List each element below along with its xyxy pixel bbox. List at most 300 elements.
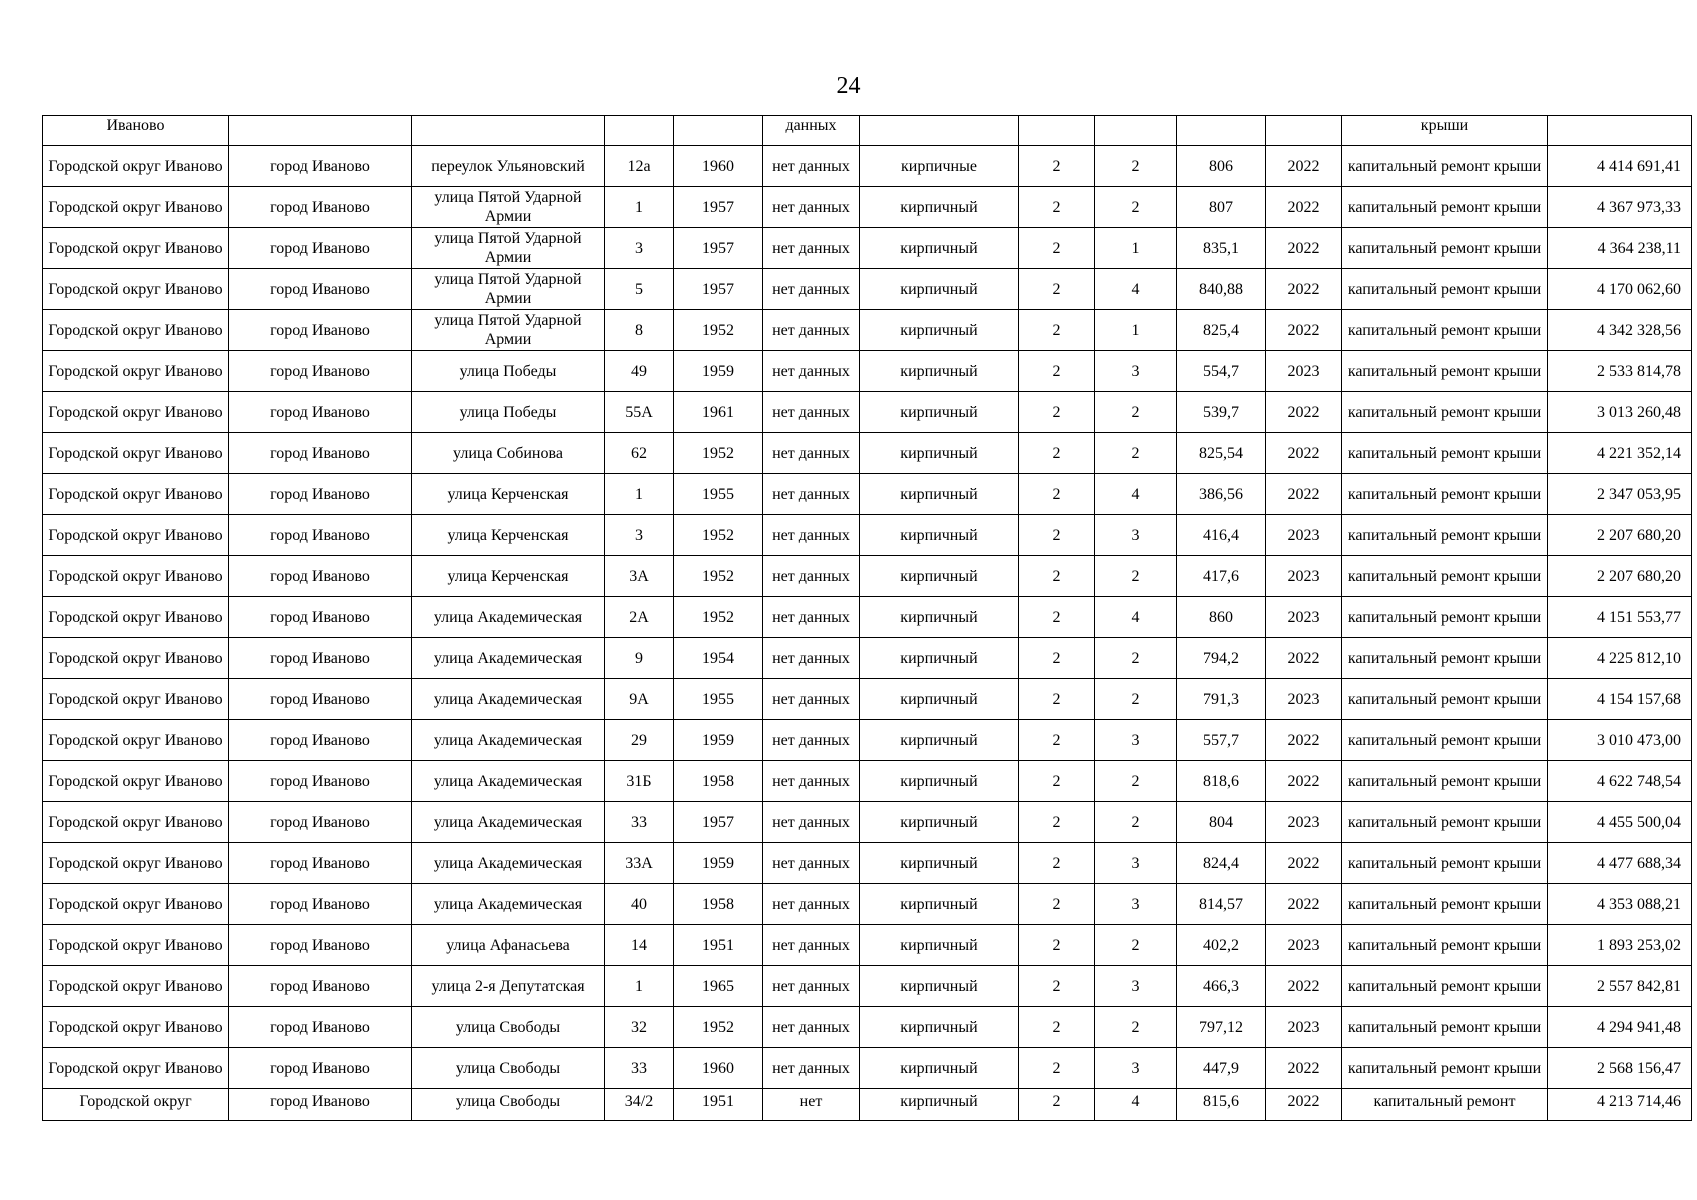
cell-year-overhaul: нет данных [763, 187, 860, 228]
cell-house: 5 [605, 269, 674, 310]
cell-municipality: Городской округ Иваново [43, 187, 229, 228]
cell-year: 1957 [674, 802, 763, 843]
cell-plan-year: 2022 [1266, 1048, 1342, 1089]
cell-wall: кирпичный [860, 392, 1019, 433]
cell-city: город Иваново [229, 1089, 412, 1121]
cell-work: капитальный ремонт крыши [1342, 884, 1548, 925]
cell-street: улица Свободы [412, 1007, 605, 1048]
table-row [43, 269, 1692, 310]
cell-wall: кирпичный [860, 843, 1019, 884]
cell-year: 1957 [674, 269, 763, 310]
cell-cost: 2 533 814,78 [1548, 351, 1692, 392]
cell-wall: кирпичный [860, 638, 1019, 679]
cell-municipality: Городской округ Иваново [43, 597, 229, 638]
cell-work: капитальный ремонт крыши [1342, 802, 1548, 843]
cell-city: город Иваново [229, 884, 412, 925]
cell-year-overhaul: нет данных [763, 146, 860, 187]
cell-house: 33А [605, 843, 674, 884]
cell-municipality: Городской округ Иваново [43, 843, 229, 884]
cell-city: город Иваново [229, 146, 412, 187]
cell-year: 1960 [674, 1048, 763, 1089]
cell-plan-year: 2022 [1266, 474, 1342, 515]
table-row [43, 351, 1692, 392]
cell-municipality: Городской округ Иваново [43, 761, 229, 802]
cell-municipality: Городской округ Иваново [43, 228, 229, 269]
cell-year-overhaul: нет данных [763, 638, 860, 679]
cell-area: 840,88 [1177, 269, 1266, 310]
cell-city: город Иваново [229, 802, 412, 843]
cell-house: 2А [605, 597, 674, 638]
cell-year-overhaul: нет данных [763, 351, 860, 392]
cell-wall: кирпичный [860, 1007, 1019, 1048]
cell-municipality: Городской округ Иваново [43, 679, 229, 720]
cell-year: 1959 [674, 351, 763, 392]
cell-municipality: Городской округ Иваново [43, 433, 229, 474]
cell-year: 1959 [674, 843, 763, 884]
cell-street: улица Свободы [412, 1089, 605, 1121]
table-row [43, 433, 1692, 474]
cell-wall: кирпичный [860, 925, 1019, 966]
cell-year: 1958 [674, 761, 763, 802]
cell-cost: 4 170 062,60 [1548, 269, 1692, 310]
table-row [43, 802, 1692, 843]
cell-city: город Иваново [229, 761, 412, 802]
cell-plan-year: 2022 [1266, 269, 1342, 310]
cell-municipality: Городской округ Иваново [43, 720, 229, 761]
cell-year-overhaul: нет данных [763, 597, 860, 638]
cell-city: город Иваново [229, 966, 412, 1007]
cell-street: улица Академическая [412, 720, 605, 761]
cell-house: 31Б [605, 761, 674, 802]
cell-house: 32 [605, 1007, 674, 1048]
cell-municipality: Городской округ Иваново [43, 966, 229, 1007]
cell-city: город Иваново [229, 433, 412, 474]
cell-entrances: 3 [1095, 884, 1177, 925]
cell-plan-year: 2022 [1266, 310, 1342, 351]
cell-plan-year: 2023 [1266, 556, 1342, 597]
cell-year-overhaul: нет данных [763, 269, 860, 310]
cell-area: 791,3 [1177, 679, 1266, 720]
cell-plan-year: 2023 [1266, 515, 1342, 556]
cell-work: капитальный ремонт крыши [1342, 1007, 1548, 1048]
cell-street: улица Победы [412, 351, 605, 392]
cell-city: город Иваново [229, 310, 412, 351]
cell-house: 3 [605, 228, 674, 269]
cell-wall [860, 116, 1019, 146]
cell-entrances: 1 [1095, 310, 1177, 351]
cell-year-overhaul: нет данных [763, 843, 860, 884]
cell-floors: 2 [1019, 1048, 1095, 1089]
table-row [43, 1048, 1692, 1089]
cell-wall: кирпичный [860, 433, 1019, 474]
cell-area: 815,6 [1177, 1089, 1266, 1121]
cell-plan-year: 2023 [1266, 802, 1342, 843]
cell-work: капитальный ремонт крыши [1342, 310, 1548, 351]
cell-entrances: 2 [1095, 638, 1177, 679]
cell-year-overhaul: нет [763, 1089, 860, 1121]
cell-plan-year: 2023 [1266, 679, 1342, 720]
cell-street: улица Академическая [412, 679, 605, 720]
cell-municipality: Городской округ Иваново [43, 474, 229, 515]
cell-area: 825,4 [1177, 310, 1266, 351]
cell-work: капитальный ремонт крыши [1342, 474, 1548, 515]
cell-entrances: 2 [1095, 1007, 1177, 1048]
cell-year-overhaul: нет данных [763, 966, 860, 1007]
table-row [43, 925, 1692, 966]
cell-house: 33 [605, 1048, 674, 1089]
cell-municipality: Городской округ Иваново [43, 146, 229, 187]
cell-street: переулок Ульяновский [412, 146, 605, 187]
cell-floors: 2 [1019, 1007, 1095, 1048]
cell-floors: 2 [1019, 187, 1095, 228]
cell-cost: 2 557 842,81 [1548, 966, 1692, 1007]
cell-year: 1952 [674, 556, 763, 597]
cell-plan-year: 2022 [1266, 966, 1342, 1007]
cell-area: 794,2 [1177, 638, 1266, 679]
cell-city: город Иваново [229, 638, 412, 679]
cell-work: капитальный ремонт крыши [1342, 597, 1548, 638]
cell-entrances: 2 [1095, 392, 1177, 433]
cell-year: 1957 [674, 228, 763, 269]
cell-street: улица Пятой Ударной Армии [412, 187, 605, 228]
cell-wall: кирпичный [860, 884, 1019, 925]
cell-floors: 2 [1019, 474, 1095, 515]
cell-year-overhaul: нет данных [763, 1007, 860, 1048]
cell-street: улица Пятой Ударной Армии [412, 228, 605, 269]
cell-house: 9 [605, 638, 674, 679]
cell-entrances: 4 [1095, 597, 1177, 638]
cell-area: 824,4 [1177, 843, 1266, 884]
cell-year-overhaul: нет данных [763, 925, 860, 966]
cell-plan-year: 2023 [1266, 351, 1342, 392]
cell-year: 1955 [674, 679, 763, 720]
cell-floors: 2 [1019, 269, 1095, 310]
cell-year: 1951 [674, 925, 763, 966]
cell-wall: кирпичный [860, 351, 1019, 392]
cell-street: улица Керченская [412, 474, 605, 515]
cell-plan-year: 2022 [1266, 843, 1342, 884]
cell-house: 12а [605, 146, 674, 187]
cell-area: 806 [1177, 146, 1266, 187]
cell-cost: 1 893 253,02 [1548, 925, 1692, 966]
cell-cost [1548, 116, 1692, 146]
cell-floors: 2 [1019, 146, 1095, 187]
cell-entrances: 2 [1095, 679, 1177, 720]
cell-entrances: 2 [1095, 802, 1177, 843]
cell-floors: 2 [1019, 720, 1095, 761]
table-row [43, 392, 1692, 433]
cell-wall: кирпичный [860, 269, 1019, 310]
cell-floors: 2 [1019, 597, 1095, 638]
cell-house: 3 [605, 515, 674, 556]
cell-house: 14 [605, 925, 674, 966]
cell-year: 1957 [674, 187, 763, 228]
cell-work: капитальный ремонт крыши [1342, 925, 1548, 966]
cell-entrances: 2 [1095, 433, 1177, 474]
cell-entrances: 3 [1095, 966, 1177, 1007]
cell-plan-year: 2022 [1266, 187, 1342, 228]
cell-floors: 2 [1019, 392, 1095, 433]
cell-year: 1952 [674, 1007, 763, 1048]
cell-work: капитальный ремонт крыши [1342, 966, 1548, 1007]
cell-year: 1952 [674, 515, 763, 556]
cell-entrances: 3 [1095, 515, 1177, 556]
cell-floors: 2 [1019, 761, 1095, 802]
cell-city: город Иваново [229, 474, 412, 515]
cell-area: 447,9 [1177, 1048, 1266, 1089]
cell-area: 466,3 [1177, 966, 1266, 1007]
cell-entrances: 2 [1095, 146, 1177, 187]
cell-work: капитальный ремонт крыши [1342, 392, 1548, 433]
cell-cost: 4 213 714,46 [1548, 1089, 1692, 1121]
cell-cost: 4 154 157,68 [1548, 679, 1692, 720]
cell-street: улица Академическая [412, 638, 605, 679]
cell-area: 818,6 [1177, 761, 1266, 802]
cell-plan-year: 2023 [1266, 597, 1342, 638]
cell-wall: кирпичный [860, 556, 1019, 597]
cell-year-overhaul: нет данных [763, 761, 860, 802]
cell-year-overhaul: нет данных [763, 392, 860, 433]
cell-entrances: 3 [1095, 1048, 1177, 1089]
cell-city: город Иваново [229, 843, 412, 884]
cell-floors: 2 [1019, 802, 1095, 843]
cell-work: капитальный ремонт крыши [1342, 351, 1548, 392]
cell-year: 1960 [674, 146, 763, 187]
cell-work: капитальный ремонт крыши [1342, 556, 1548, 597]
cell-street: улица Пятой Ударной Армии [412, 310, 605, 351]
cell-house: 9А [605, 679, 674, 720]
cell-plan-year: 2023 [1266, 1007, 1342, 1048]
table-row-continued [43, 116, 1692, 146]
cell-work: капитальный ремонт крыши [1342, 187, 1548, 228]
table-row [43, 187, 1692, 228]
cell-work: капитальный ремонт крыши [1342, 433, 1548, 474]
cell-work: капитальный ремонт крыши [1342, 269, 1548, 310]
table-row [43, 556, 1692, 597]
cell-year-overhaul: нет данных [763, 1048, 860, 1089]
cell-city: город Иваново [229, 679, 412, 720]
table-row [43, 474, 1692, 515]
cell-entrances: 4 [1095, 1089, 1177, 1121]
cell-year-overhaul: нет данных [763, 474, 860, 515]
cell-year-overhaul: нет данных [763, 556, 860, 597]
cell-year: 1961 [674, 392, 763, 433]
cell-entrances: 3 [1095, 843, 1177, 884]
cell-street: улица Победы [412, 392, 605, 433]
cell-street: улица Собинова [412, 433, 605, 474]
table-row [43, 1089, 1692, 1121]
cell-floors: 2 [1019, 925, 1095, 966]
cell-city: город Иваново [229, 269, 412, 310]
cell-area: 416,4 [1177, 515, 1266, 556]
cell-area: 860 [1177, 597, 1266, 638]
cell-year: 1952 [674, 310, 763, 351]
cell-wall: кирпичный [860, 802, 1019, 843]
cell-year: 1965 [674, 966, 763, 1007]
cell-cost: 4 151 553,77 [1548, 597, 1692, 638]
housing-register-table [42, 115, 1692, 1121]
table-row [43, 638, 1692, 679]
cell-city: город Иваново [229, 392, 412, 433]
cell-street: улица Академическая [412, 884, 605, 925]
cell-floors: 2 [1019, 966, 1095, 1007]
table-row [43, 228, 1692, 269]
cell-entrances: 3 [1095, 720, 1177, 761]
page-number: 24 [836, 73, 861, 99]
cell-cost: 4 221 352,14 [1548, 433, 1692, 474]
cell-plan-year: 2022 [1266, 1089, 1342, 1121]
cell-street: улица Академическая [412, 802, 605, 843]
cell-municipality: Городской округ Иваново [43, 1007, 229, 1048]
cell-house: 8 [605, 310, 674, 351]
cell-house: 1 [605, 474, 674, 515]
cell-city: город Иваново [229, 720, 412, 761]
cell-year: 1954 [674, 638, 763, 679]
cell-municipality: Городской округ Иваново [43, 351, 229, 392]
cell-city: город Иваново [229, 556, 412, 597]
table-row [43, 720, 1692, 761]
cell-cost: 4 367 973,33 [1548, 187, 1692, 228]
cell-entrances [1095, 116, 1177, 146]
cell-plan-year: 2022 [1266, 146, 1342, 187]
cell-year-overhaul: данных [763, 116, 860, 146]
cell-plan-year: 2022 [1266, 392, 1342, 433]
cell-plan-year: 2022 [1266, 761, 1342, 802]
cell-municipality: Городской округ Иваново [43, 638, 229, 679]
cell-cost: 4 477 688,34 [1548, 843, 1692, 884]
table-row [43, 679, 1692, 720]
cell-wall: кирпичный [860, 310, 1019, 351]
cell-cost: 2 347 053,95 [1548, 474, 1692, 515]
cell-entrances: 2 [1095, 187, 1177, 228]
cell-area: 554,7 [1177, 351, 1266, 392]
cell-year: 1959 [674, 720, 763, 761]
cell-work: капитальный ремонт крыши [1342, 638, 1548, 679]
cell-city: город Иваново [229, 187, 412, 228]
cell-city: город Иваново [229, 597, 412, 638]
cell-municipality: Городской округ Иваново [43, 310, 229, 351]
cell-cost: 4 225 812,10 [1548, 638, 1692, 679]
cell-cost: 4 353 088,21 [1548, 884, 1692, 925]
cell-area: 835,1 [1177, 228, 1266, 269]
cell-cost: 4 342 328,56 [1548, 310, 1692, 351]
cell-house: 3А [605, 556, 674, 597]
cell-year-overhaul: нет данных [763, 720, 860, 761]
cell-work: капитальный ремонт крыши [1342, 761, 1548, 802]
cell-wall: кирпичный [860, 1048, 1019, 1089]
cell-city: город Иваново [229, 925, 412, 966]
cell-cost: 4 294 941,48 [1548, 1007, 1692, 1048]
cell-work: капитальный ремонт крыши [1342, 1048, 1548, 1089]
table-row [43, 884, 1692, 925]
cell-municipality: Городской округ [43, 1089, 229, 1121]
cell-municipality: Городской округ Иваново [43, 392, 229, 433]
cell-plan-year: 2022 [1266, 228, 1342, 269]
cell-street: улица 2-я Депутатская [412, 966, 605, 1007]
cell-house: 1 [605, 966, 674, 1007]
cell-area: 539,7 [1177, 392, 1266, 433]
cell-house: 33 [605, 802, 674, 843]
cell-cost: 3 010 473,00 [1548, 720, 1692, 761]
cell-floors: 2 [1019, 228, 1095, 269]
cell-floors: 2 [1019, 1089, 1095, 1121]
cell-entrances: 4 [1095, 474, 1177, 515]
cell-area: 825,54 [1177, 433, 1266, 474]
cell-floors: 2 [1019, 433, 1095, 474]
cell-plan-year: 2022 [1266, 884, 1342, 925]
cell-area: 814,57 [1177, 884, 1266, 925]
cell-wall: кирпичный [860, 679, 1019, 720]
cell-floors: 2 [1019, 884, 1095, 925]
cell-cost: 2 207 680,20 [1548, 515, 1692, 556]
cell-year-overhaul: нет данных [763, 679, 860, 720]
cell-area: 804 [1177, 802, 1266, 843]
cell-wall: кирпичный [860, 474, 1019, 515]
cell-cost: 2 207 680,20 [1548, 556, 1692, 597]
cell-wall: кирпичный [860, 515, 1019, 556]
cell-area: 807 [1177, 187, 1266, 228]
cell-street: улица Свободы [412, 1048, 605, 1089]
cell-year: 1951 [674, 1089, 763, 1121]
cell-area: 797,12 [1177, 1007, 1266, 1048]
cell-year-overhaul: нет данных [763, 515, 860, 556]
cell-year: 1952 [674, 433, 763, 474]
cell-area: 402,2 [1177, 925, 1266, 966]
cell-floors [1019, 116, 1095, 146]
cell-city: город Иваново [229, 228, 412, 269]
table-row [43, 146, 1692, 187]
cell-work: капитальный ремонт крыши [1342, 679, 1548, 720]
cell-wall: кирпичный [860, 761, 1019, 802]
cell-year-overhaul: нет данных [763, 310, 860, 351]
cell-work: капитальный ремонт крыши [1342, 146, 1548, 187]
cell-wall: кирпичный [860, 720, 1019, 761]
cell-floors: 2 [1019, 310, 1095, 351]
cell-year-overhaul: нет данных [763, 884, 860, 925]
cell-floors: 2 [1019, 843, 1095, 884]
cell-year: 1955 [674, 474, 763, 515]
cell-city: город Иваново [229, 1007, 412, 1048]
cell-house: 55А [605, 392, 674, 433]
cell-house: 34/2 [605, 1089, 674, 1121]
cell-wall: кирпичный [860, 228, 1019, 269]
cell-year: 1952 [674, 597, 763, 638]
cell-work: капитальный ремонт [1342, 1089, 1548, 1121]
cell-cost: 2 568 156,47 [1548, 1048, 1692, 1089]
cell-year-overhaul: нет данных [763, 228, 860, 269]
cell-municipality: Городской округ Иваново [43, 884, 229, 925]
cell-floors: 2 [1019, 515, 1095, 556]
cell-plan-year: 2022 [1266, 638, 1342, 679]
cell-wall: кирпичный [860, 1089, 1019, 1121]
cell-floors: 2 [1019, 679, 1095, 720]
cell-house: 49 [605, 351, 674, 392]
cell-cost: 4 455 500,04 [1548, 802, 1692, 843]
cell-year-overhaul: нет данных [763, 802, 860, 843]
cell-entrances: 3 [1095, 351, 1177, 392]
cell-area: 386,56 [1177, 474, 1266, 515]
cell-floors: 2 [1019, 556, 1095, 597]
cell-street: улица Академическая [412, 761, 605, 802]
cell-municipality: Городской округ Иваново [43, 556, 229, 597]
cell-entrances: 4 [1095, 269, 1177, 310]
cell-work: крыши [1342, 116, 1548, 146]
cell-work: капитальный ремонт крыши [1342, 228, 1548, 269]
cell-municipality: Городской округ Иваново [43, 1048, 229, 1089]
cell-street [412, 116, 605, 146]
cell-city: город Иваново [229, 515, 412, 556]
cell-municipality: Иваново [43, 116, 229, 146]
